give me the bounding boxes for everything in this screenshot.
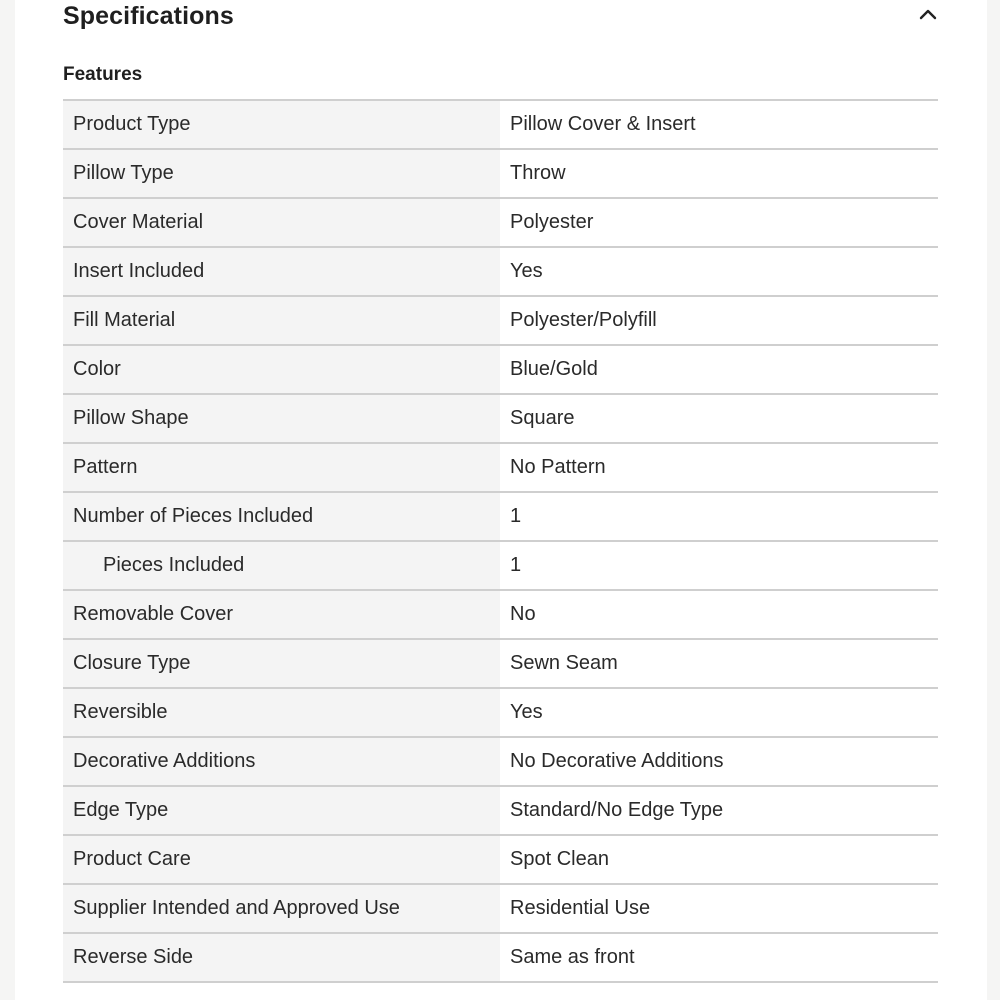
spec-value: Square <box>500 395 938 442</box>
spec-label: Reverse Side <box>63 934 500 981</box>
spec-label: Edge Type <box>63 787 500 834</box>
table-row <box>63 836 938 885</box>
spec-value: No Decorative Additions <box>500 738 938 785</box>
features-heading: Features <box>63 64 143 85</box>
spec-value: Standard/No Edge Type <box>500 787 938 834</box>
spec-label: Pillow Shape <box>63 395 500 442</box>
table-row <box>63 591 938 640</box>
spec-value: 1 <box>500 493 938 540</box>
table-row <box>63 885 938 934</box>
table-row <box>63 346 938 395</box>
spec-value: Pillow Cover & Insert <box>500 101 938 148</box>
spec-value: Yes <box>500 248 938 295</box>
table-row <box>63 934 938 983</box>
spec-table <box>63 99 938 983</box>
spec-label: Pillow Type <box>63 150 500 197</box>
spec-label: Product Care <box>63 836 500 883</box>
chevron-up-icon[interactable] <box>917 4 939 26</box>
spec-value: Same as front <box>500 934 938 981</box>
product-page <box>15 0 987 1000</box>
spec-label: Insert Included <box>63 248 500 295</box>
spec-value: Spot Clean <box>500 836 938 883</box>
spec-label: Product Type <box>63 101 500 148</box>
table-row <box>63 199 938 248</box>
table-row <box>63 787 938 836</box>
table-row <box>63 493 938 542</box>
spec-value: Blue/Gold <box>500 346 938 393</box>
specifications-toggle[interactable] <box>63 0 939 34</box>
spec-value: Polyester/Polyfill <box>500 297 938 344</box>
table-row <box>63 542 938 591</box>
table-row <box>63 640 938 689</box>
spec-label: Number of Pieces Included <box>63 493 500 540</box>
table-row <box>63 297 938 346</box>
spec-value: Throw <box>500 150 938 197</box>
table-row <box>63 444 938 493</box>
spec-label: Fill Material <box>63 297 500 344</box>
spec-label: Decorative Additions <box>63 738 500 785</box>
spec-label: Color <box>63 346 500 393</box>
spec-value: No <box>500 591 938 638</box>
spec-label: Cover Material <box>63 199 500 246</box>
table-row <box>63 738 938 787</box>
section-title: Specifications <box>63 2 234 30</box>
table-row <box>63 395 938 444</box>
spec-value: Residential Use <box>500 885 938 932</box>
spec-label: Pattern <box>63 444 500 491</box>
spec-label: Pieces Included <box>63 542 500 589</box>
table-row <box>63 101 938 150</box>
spec-value: No Pattern <box>500 444 938 491</box>
spec-value: Polyester <box>500 199 938 246</box>
spec-value: 1 <box>500 542 938 589</box>
spec-label: Reversible <box>63 689 500 736</box>
table-row <box>63 689 938 738</box>
spec-label: Closure Type <box>63 640 500 687</box>
table-row <box>63 150 938 199</box>
spec-label: Supplier Intended and Approved Use <box>63 885 500 932</box>
table-row <box>63 248 938 297</box>
spec-value: Sewn Seam <box>500 640 938 687</box>
spec-label: Removable Cover <box>63 591 500 638</box>
spec-value: Yes <box>500 689 938 736</box>
